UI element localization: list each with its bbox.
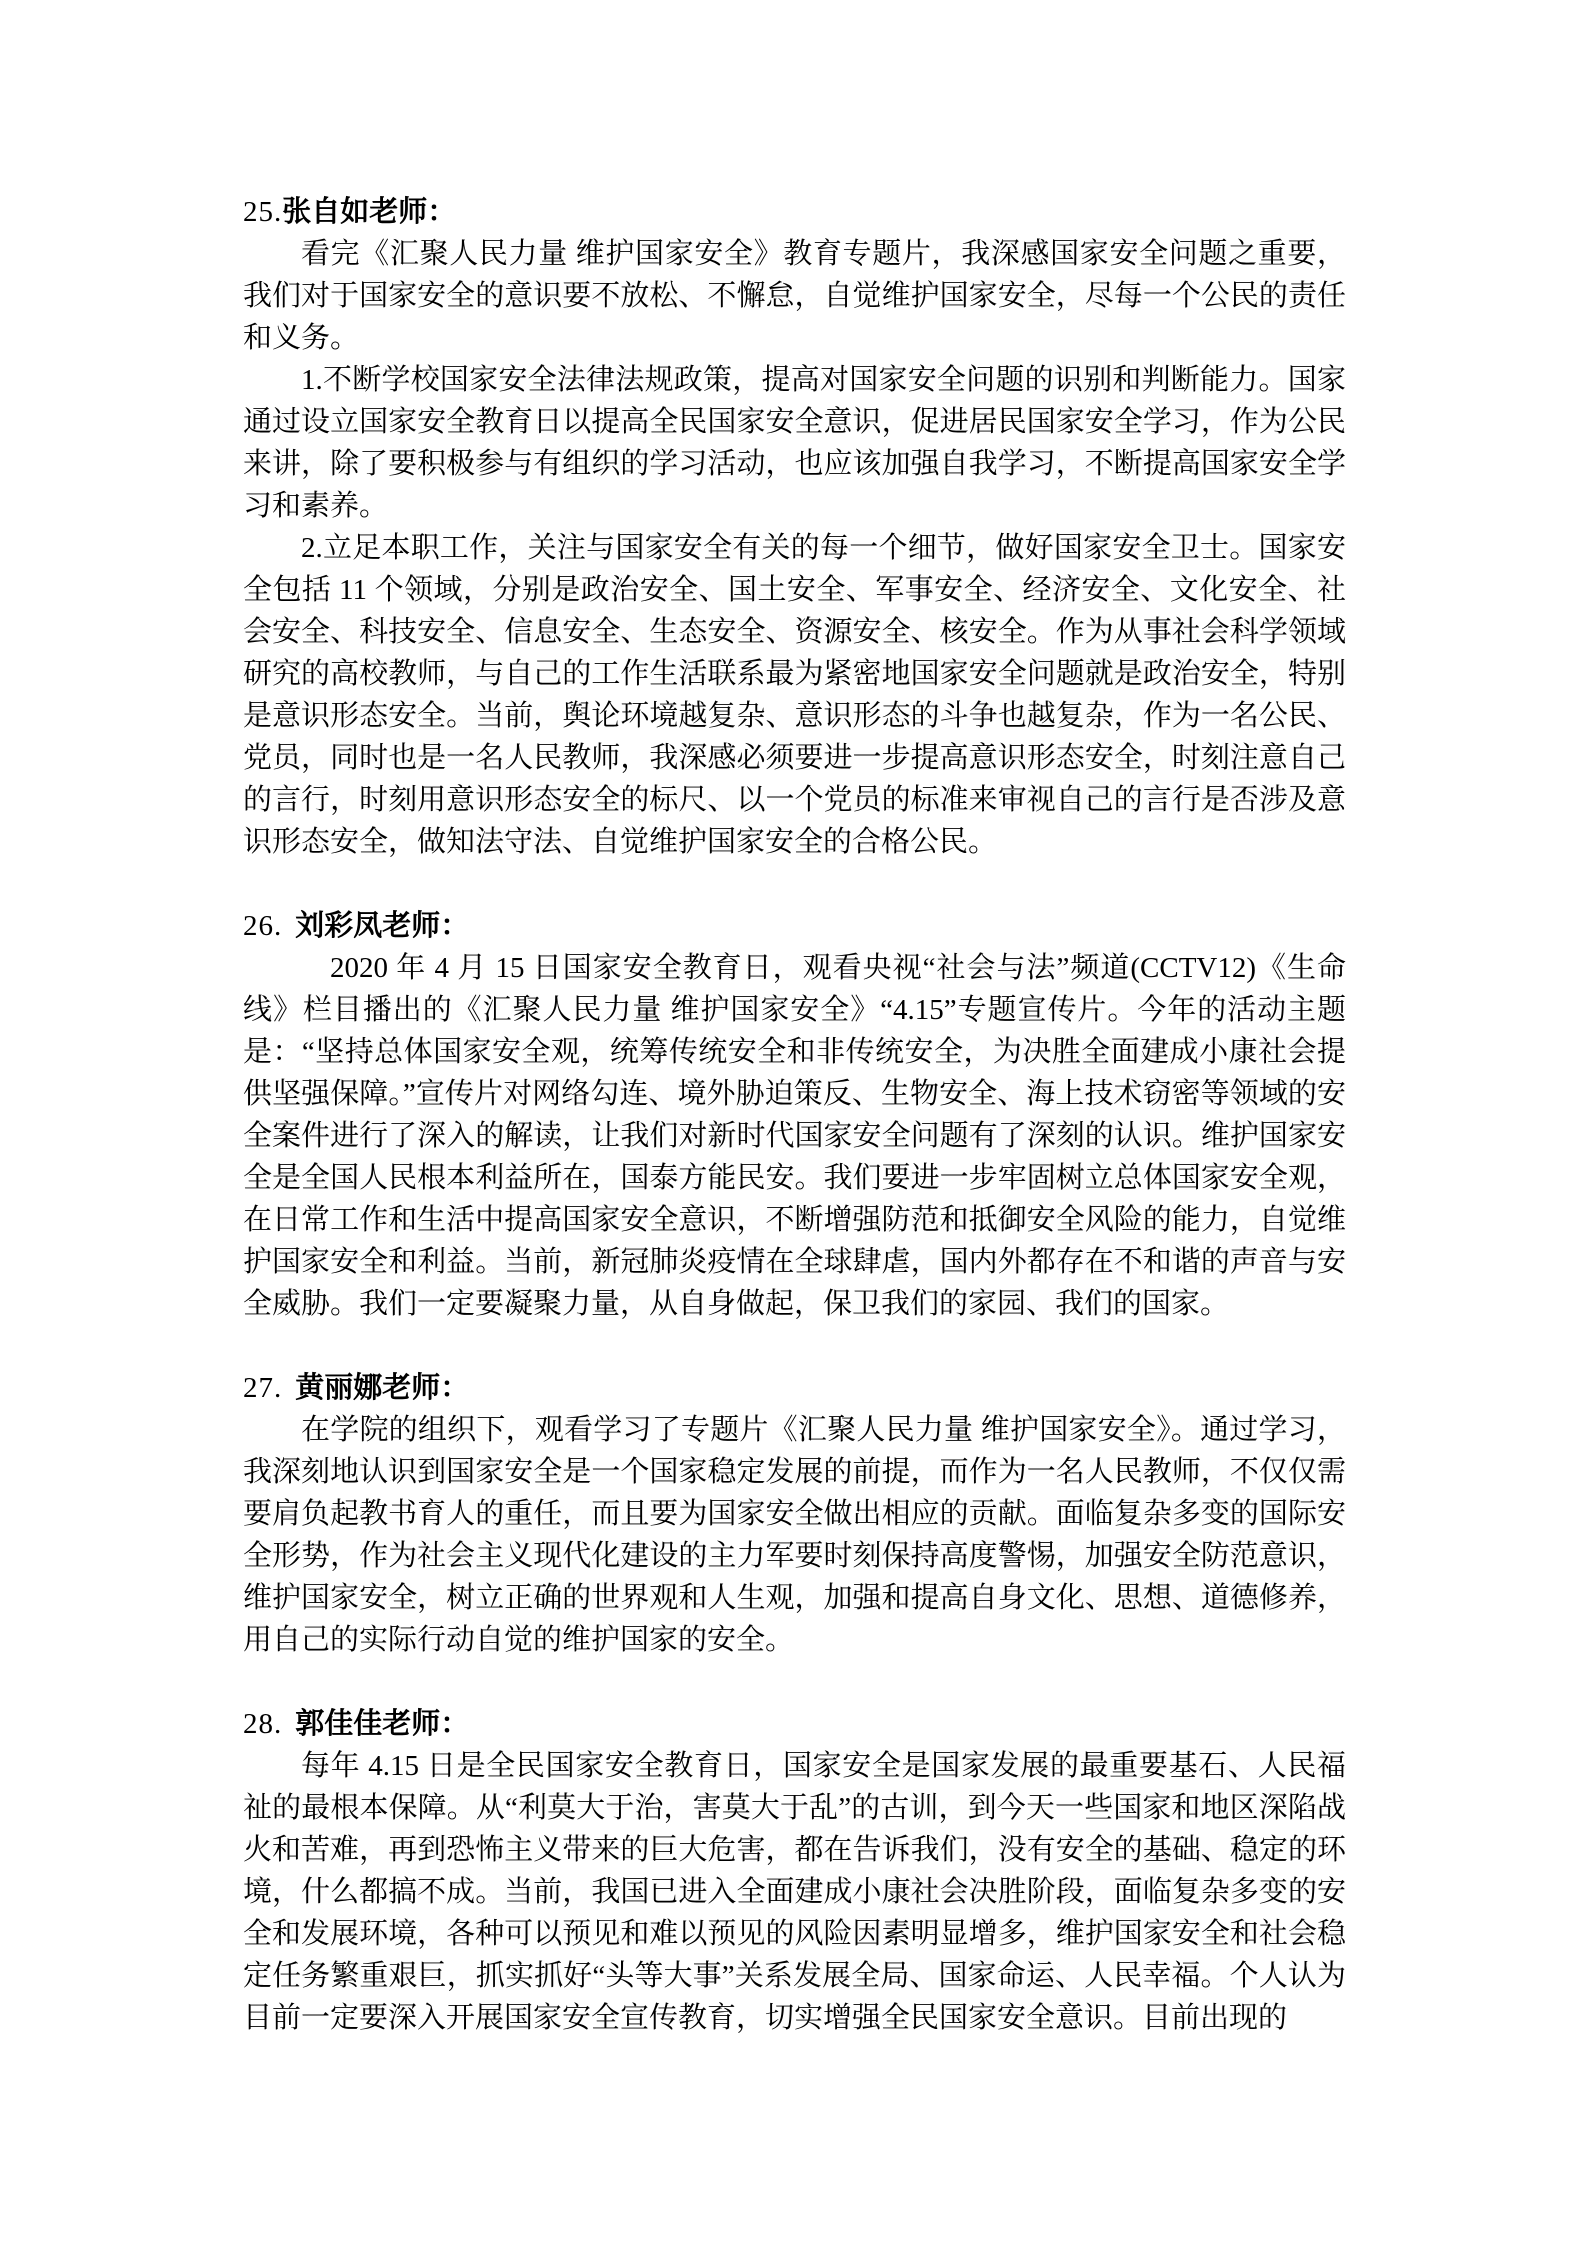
section-teacher-27 [243,1367,1346,1661]
paragraph: 每年 4.15 日是全民国家安全教育日，国家安全是国家发展的最重要基石、人民福祉的最根本保障。从“利莫大于治，害莫大于乱”的古训，到今天一些国家和地区深陷战火和苦难，再到恐怖主义带来的巨大危害，都在告诉我们，没有安全的基础、稳定的环境，什么都搞不成。当前，我国已进入全面建成小康社会决胜阶段，面临复杂多变的安全和发展环境，各种可以预见和难以预见的风险因素明显增多，维护国家安全和社会稳定任务繁重艰巨，抓实抓好“头等大事”关系发展全局、国家命运、人民幸福。个人认为目前一定要深入开展国家安全宣传教育，切实增强全民国家安全意识。目前出现的 [243,1750,1346,2034]
paragraph: 2020 年 4 月 15 日国家安全教育日，观看央视“社会与法”频道(CCTV12)《生命线》栏目播出的《汇聚人民力量 维护国家安全》“4.15”专题宣传片。今年的活动主题是：“坚持总体国家安全观，统筹传统安全和非传统安全，为决胜全面建成小康社会提供坚强保障。”宣传片对网络勾连、境外胁迫策反、生物安全、海上技术窃密等领域的安全案件进行了深入的解读，让我们对新时代国家安全问题有了深刻的认识。维护国家安全是全国人民根本利益所在，国泰方能民安。我们要进一步牢固树立总体国家安全观，在日常工作和生活中提高国家安全意识，不断增强防范和抵御安全风险的能力，自觉维护国家安全和利益。当前，新冠肺炎疫情在全球肆虐，国内外都存在不和谐的声音与安全威胁。我们一定要凝聚力量，从自身做起，保卫我们的家园、我们的国家。 [243,952,1346,1320]
section-teacher-28 [243,1703,1346,2039]
section-heading [243,1367,1346,1409]
paragraph: 2.立足本职工作，关注与国家安全有关的每一个细节，做好国家安全卫士。国家安全包括 11 个领域，分别是政治安全、国土安全、军事安全、经济安全、文化安全、社会安全、科技安全、信息安全、生态安全、资源安全、核安全。作为从事社会科学领域研究的高校教师，与自己的工作生活联系最为紧密地国家安全问题就是政治安全，特别是意识形态安全。当前，舆论环境越复杂、意识形态的斗争也越复杂，作为一名公民、党员，同时也是一名人民教师，我深感必须要进一步提高意识形态安全，时刻注意自己的言行，时刻用意识形态安全的标尺、以一个党员的标准来审视自己的言行是否涉及意识形态安全，做知法守法、自觉维护国家安全的合格公民。 [243,532,1346,858]
section-heading [243,905,1346,947]
section-number: 27. [243,1372,283,1404]
teacher-name: 郭佳佳老师： [295,1708,470,1740]
section-number: 25. [243,196,283,228]
teacher-name: 张自如老师： [282,196,457,228]
teacher-name: 刘彩凤老师： [295,910,470,942]
paragraph: 1.不断学校国家安全法律法规政策，提高对国家安全问题的识别和判断能力。国家通过设立国家安全教育日以提高全民国家安全意识，促进居民国家安全学习，作为公民来讲，除了要积极参与有组织的学习活动，也应该加强自我学习，不断提高国家安全学习和素养。 [243,364,1346,522]
section-number: 26. [243,910,283,942]
section-heading [243,191,1346,233]
section-teacher-25 [243,191,1346,863]
section-teacher-26 [243,905,1346,1325]
teacher-name: 黄丽娜老师： [295,1372,470,1404]
paragraph: 在学院的组织下，观看学习了专题片《汇聚人民力量 维护国家安全》。通过学习，我深刻地认识到国家安全是一个国家稳定发展的前提，而作为一名人民教师，不仅仅需要肩负起教书育人的重任，而且要为国家安全做出相应的贡献。面临复杂多变的国际安全形势，作为社会主义现代化建设的主力军要时刻保持高度警惕，加强安全防范意识，维护国家安全，树立正确的世界观和人生观，加强和提高自身文化、思想、道德修养，用自己的实际行动自觉的维护国家的安全。 [243,1414,1346,1656]
section-number: 28. [243,1708,283,1740]
section-heading [243,1703,1346,1745]
paragraph: 看完《汇聚人民力量 维护国家安全》教育专题片，我深感国家安全问题之重要，我们对于国家安全的意识要不放松、不懈怠，自觉维护国家安全，尽每一个公民的责任和义务。 [243,238,1346,354]
